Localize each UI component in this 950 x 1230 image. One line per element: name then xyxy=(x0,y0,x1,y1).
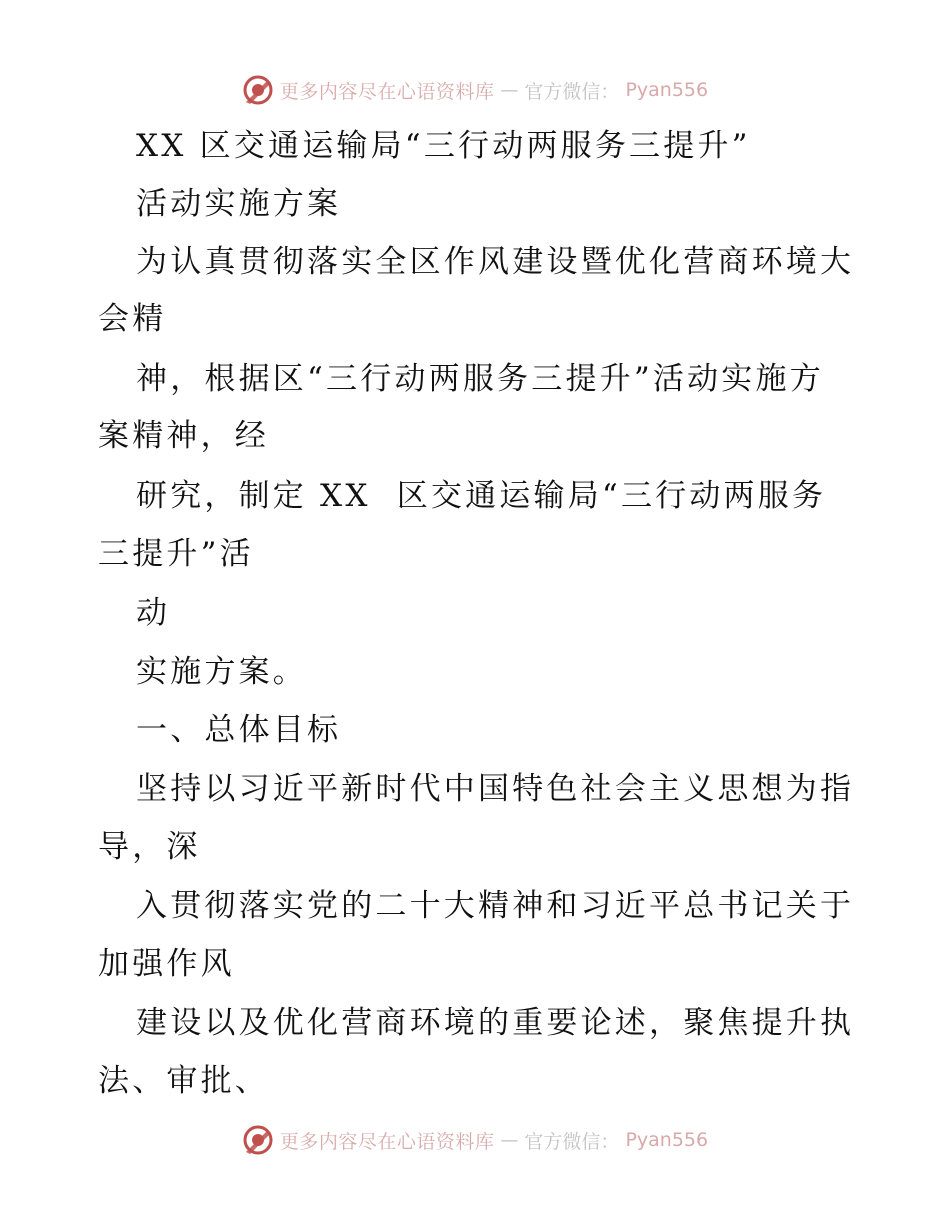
watermark-separator: — xyxy=(500,79,519,101)
text-line: 实施方案。 xyxy=(136,654,307,690)
text-line: 三提升”活 xyxy=(98,536,254,572)
text-line: 入贯彻落实党的二十大精神和习近平总书记关于 xyxy=(136,888,855,924)
text-line: 坚持以习近平新时代中国特色社会主义思想为指 xyxy=(136,771,855,807)
text-line: 为认真贯彻落实全区作风建设暨优化营商环境大 xyxy=(136,244,855,280)
text-line: 法、审批、 xyxy=(98,1063,269,1099)
section-heading: 一、总体目标 xyxy=(136,712,342,748)
text-line: 加强作风 xyxy=(98,946,235,982)
quill-logo-icon xyxy=(242,1124,274,1156)
doc-title-line-2: 活动实施方案 xyxy=(136,186,342,222)
doc-title-line-1: XX 区交通运输局“三行动两服务三提升” xyxy=(136,128,751,164)
text-line: 动 xyxy=(136,595,171,631)
text-line: 研究，制定 XX 区交通运输局“三行动两服务 xyxy=(136,478,827,514)
footer-watermark xyxy=(0,1122,950,1158)
text-line: 建设以及优化营商环境的重要论述，聚焦提升执 xyxy=(136,1005,855,1041)
header-watermark xyxy=(0,72,950,108)
text-line: 案精神，经 xyxy=(98,418,269,454)
text-line: 导，深 xyxy=(98,829,201,865)
watermark-wechat-id: Pyan556 xyxy=(625,1129,709,1151)
watermark-wechat-label: 官方微信： xyxy=(524,80,620,103)
text-line: 会精 xyxy=(98,301,167,337)
watermark-separator: — xyxy=(500,1129,519,1151)
watermark-text: 更多内容尽在心语资料库 xyxy=(279,80,495,103)
watermark-wechat-id: Pyan556 xyxy=(625,79,709,101)
watermark-wechat-label: 官方微信： xyxy=(524,1130,620,1153)
watermark-text: 更多内容尽在心语资料库 xyxy=(279,1130,495,1153)
quill-logo-icon xyxy=(242,74,274,106)
text-line: 神，根据区“三行动两服务三提升”活动实施方 xyxy=(136,361,824,397)
